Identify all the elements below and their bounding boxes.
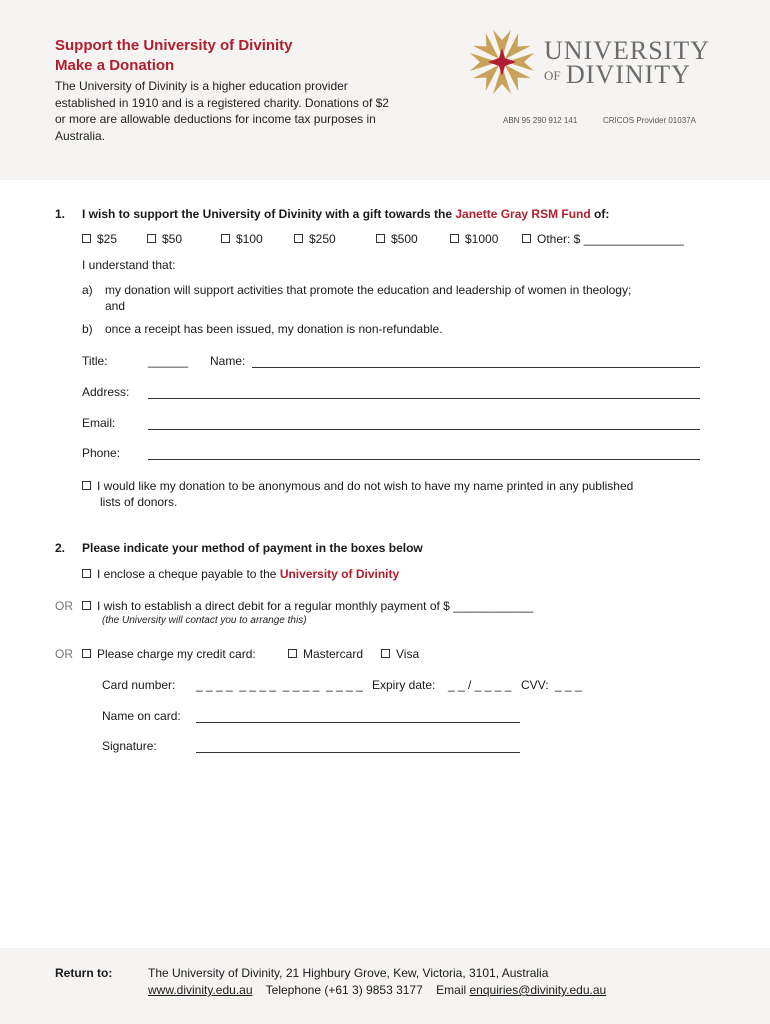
fund-name: Janette Gray RSM Fund (455, 207, 591, 221)
star-logo-icon (466, 26, 538, 98)
or-label-2: OR (55, 647, 73, 661)
telephone: Telephone (+61 3) 9853 3177 (265, 983, 423, 997)
direct-debit-option[interactable]: I wish to establish a direct debit for a regular monthly payment of $ ____________ (82, 599, 533, 613)
page-subtitle: Make a Donation (55, 57, 175, 74)
phone-field[interactable] (148, 459, 700, 460)
signature-label: Signature: (102, 739, 157, 753)
logo-text-of: OF (544, 68, 561, 83)
name-label: Name: (210, 354, 246, 368)
direct-debit-note: (the University will contact you to arrange this) (102, 615, 307, 626)
page-title: Support the University of Divinity (55, 37, 293, 54)
understand-text: I understand that: (82, 258, 176, 272)
logo-text-divinity: DIVINITY (566, 60, 691, 89)
title-field[interactable]: ______ (148, 354, 189, 368)
footer-band (0, 948, 770, 1024)
item-a-label: a) (82, 283, 93, 297)
cricos-number: CRICOS Provider 01037A (603, 116, 696, 125)
address-label: Address: (82, 385, 130, 399)
email-contact-label: Email (436, 983, 467, 997)
anonymous-text-cont: lists of donors. (100, 495, 178, 509)
checkbox-visa[interactable] (381, 649, 390, 658)
email-field[interactable] (148, 429, 700, 430)
credit-card-option[interactable]: Please charge my credit card: (82, 647, 256, 661)
checkbox-cheque[interactable] (82, 569, 91, 578)
expiry-field[interactable]: _ _ / _ _ _ _ (448, 678, 512, 692)
checkbox-direct-debit[interactable] (82, 601, 91, 610)
university-logo (466, 26, 726, 96)
amount-option-500[interactable]: $500 (376, 232, 418, 246)
cheque-payee: University of Divinity (279, 567, 400, 581)
amount-option-250[interactable]: $250 (294, 232, 336, 246)
amount-option-100[interactable]: $100 (221, 232, 263, 246)
amount-option-other[interactable]: Other: $ _______________ (522, 232, 684, 246)
section2-number: 2. (55, 541, 66, 555)
header-band (0, 0, 770, 180)
anonymous-option[interactable]: I would like my donation to be anonymous and do not wish to have my name printed in any published (82, 479, 633, 493)
email-link[interactable]: enquiries@divinity.edu.au (469, 983, 607, 997)
contact-line (148, 983, 606, 997)
checkbox-500[interactable] (376, 234, 385, 243)
item-b-text: once a receipt has been issued, my donation is non-refundable. (105, 322, 443, 336)
logo-text-university: UNIVERSITY (544, 36, 710, 65)
amount-option-25[interactable]: $25 (82, 232, 117, 246)
return-address: The University of Divinity, 21 Highbury Grove, Kew, Victoria, 3101, Australia (148, 966, 549, 980)
checkbox-mastercard[interactable] (288, 649, 297, 658)
signature-field[interactable] (196, 752, 520, 753)
intro-text: The University of Divinity is a higher education provider established in 1910 and is a registered charity. Donations of $2 or more are allowable deductions for income tax purposes in Australia. (55, 79, 389, 143)
amount-option-50[interactable]: $50 (147, 232, 182, 246)
expiry-label: Expiry date: (372, 678, 436, 692)
name-on-card-label: Name on card: (102, 709, 181, 723)
name-on-card-field[interactable] (196, 722, 520, 723)
amount-option-1000[interactable]: $1000 (450, 232, 498, 246)
section2-heading: Please indicate your method of payment in the boxes below (82, 541, 423, 555)
section1-heading: I wish to support the University of Divinity with a gift towards the Janette Gray RSM Fund of: (82, 207, 610, 221)
item-a-text-cont: and (105, 299, 126, 313)
visa-option[interactable]: Visa (381, 647, 419, 661)
checkbox-50[interactable] (147, 234, 156, 243)
mastercard-option[interactable]: Mastercard (288, 647, 363, 661)
checkbox-other[interactable] (522, 234, 531, 243)
card-number-label: Card number: (102, 678, 176, 692)
checkbox-25[interactable] (82, 234, 91, 243)
title-label: Title: (82, 354, 108, 368)
return-to-label: Return to: (55, 966, 113, 980)
cheque-option[interactable]: I enclose a cheque payable to the University of Divinity (82, 567, 399, 581)
abn-number: ABN 95 290 912 141 (503, 116, 578, 125)
checkbox-anonymous[interactable] (82, 481, 91, 490)
item-b-label: b) (82, 322, 93, 336)
section1-number: 1. (55, 207, 66, 221)
phone-label: Phone: (82, 446, 121, 460)
checkbox-1000[interactable] (450, 234, 459, 243)
address-field[interactable] (148, 398, 700, 399)
checkbox-250[interactable] (294, 234, 303, 243)
or-label-1: OR (55, 599, 73, 613)
email-label: Email: (82, 416, 116, 430)
card-number-field[interactable]: _ _ _ _ _ _ _ _ _ _ _ _ _ _ _ _ (196, 678, 363, 692)
name-field[interactable] (252, 367, 700, 368)
checkbox-100[interactable] (221, 234, 230, 243)
cvv-field[interactable]: _ _ _ (555, 678, 582, 692)
cvv-label: CVV: (521, 678, 549, 692)
item-a-text: my donation will support activities that promote the education and leadership of women in theology; (105, 283, 632, 297)
website-link[interactable]: www.divinity.edu.au (148, 983, 253, 997)
checkbox-credit-card[interactable] (82, 649, 91, 658)
